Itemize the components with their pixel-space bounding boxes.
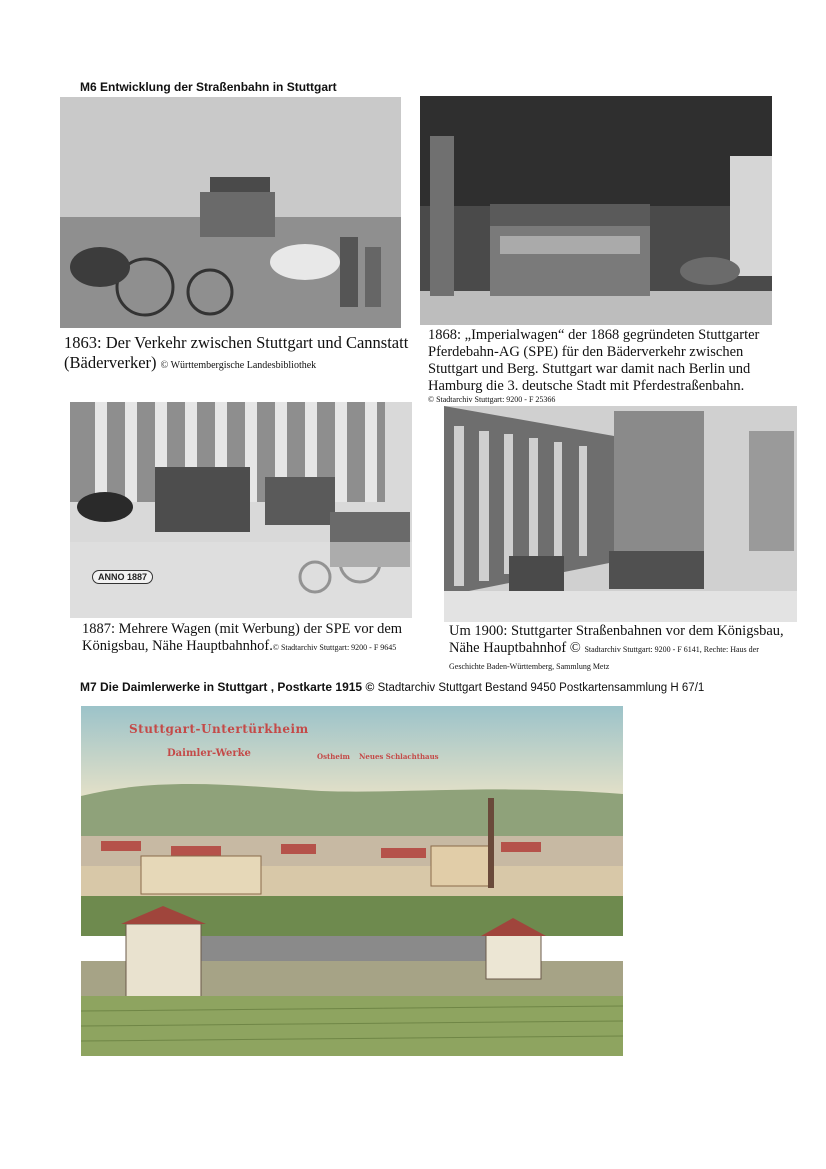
caption-1868-text: 1868: „Imperialwagen“ der 1868 gegründeten Stuttgarter Pferdebahn-AG (SPE) für den Bäderverkehr zwischen Stuttgart und Berg. Stuttgart war damit nach Berlin und Hamburg die 3. deutsche Stadt mit Pferdestraßenbahn. [428,327,760,394]
photo-1887-illustration [70,402,412,618]
photo-1900-illustration [444,406,797,622]
postcard-title: Stuttgart-Untertürkheim [129,722,309,736]
photo-1863 [60,97,401,328]
photo-1887-label: ANNO 1887 [92,570,153,584]
postcard-label-ostheim: Ostheim [317,752,350,761]
photo-1863-illustration [60,97,401,328]
photo-1868-illustration [420,96,772,325]
m7-heading [80,680,704,694]
photo-1868 [420,96,772,325]
caption-1887-text: 1887: Mehrere Wagen (mit Werbung) der SPE vor dem Königsbau, Nähe Hauptbahnhof. [82,621,403,654]
photo-1900 [444,406,797,622]
m7-heading-credit: Stadtarchiv Stuttgart Bestand 9450 Postkartensammlung H 67/1 [377,682,705,694]
photo-1887 [70,402,412,618]
caption-1863-credit: © Württembergische Landesbibliothek [160,360,317,371]
m6-heading: M6 Entwicklung der Straßenbahn in Stuttgart [80,80,337,94]
caption-1900-text: Um 1900: Stuttgarter Straßenbahnen vor dem Königsbau, Nähe Hauptbahnhof © [449,623,784,656]
caption-1887-credit: © Stadtarchiv Stuttgart: 9200 - F 9645 [272,643,397,652]
caption-1868 [428,327,768,405]
caption-1863-text: 1863: Der Verkehr zwischen Stuttgart und Cannstatt (Bäderverker) [64,333,409,372]
postcard-illustration [81,706,623,1056]
caption-1863 [64,333,414,376]
caption-1900 [449,623,784,674]
postcard-daimler [81,706,623,1056]
caption-1868-credit: © Stadtarchiv Stuttgart: 9200 - F 25366 [428,395,556,404]
m7-heading-text: M7 Die Daimlerwerke in Stuttgart , Postkarte 1915 © [80,680,375,694]
caption-1900-credit: Stadtarchiv Stuttgart: 9200 - F 6141, Rechte: Haus der Geschichte Baden-Württemberg, Sammlung Metz [449,645,759,671]
postcard-label-schlachthaus: Neues Schlachthaus [359,752,439,761]
caption-1887 [82,621,412,655]
postcard-label-daimler: Daimler-Werke [167,748,251,759]
